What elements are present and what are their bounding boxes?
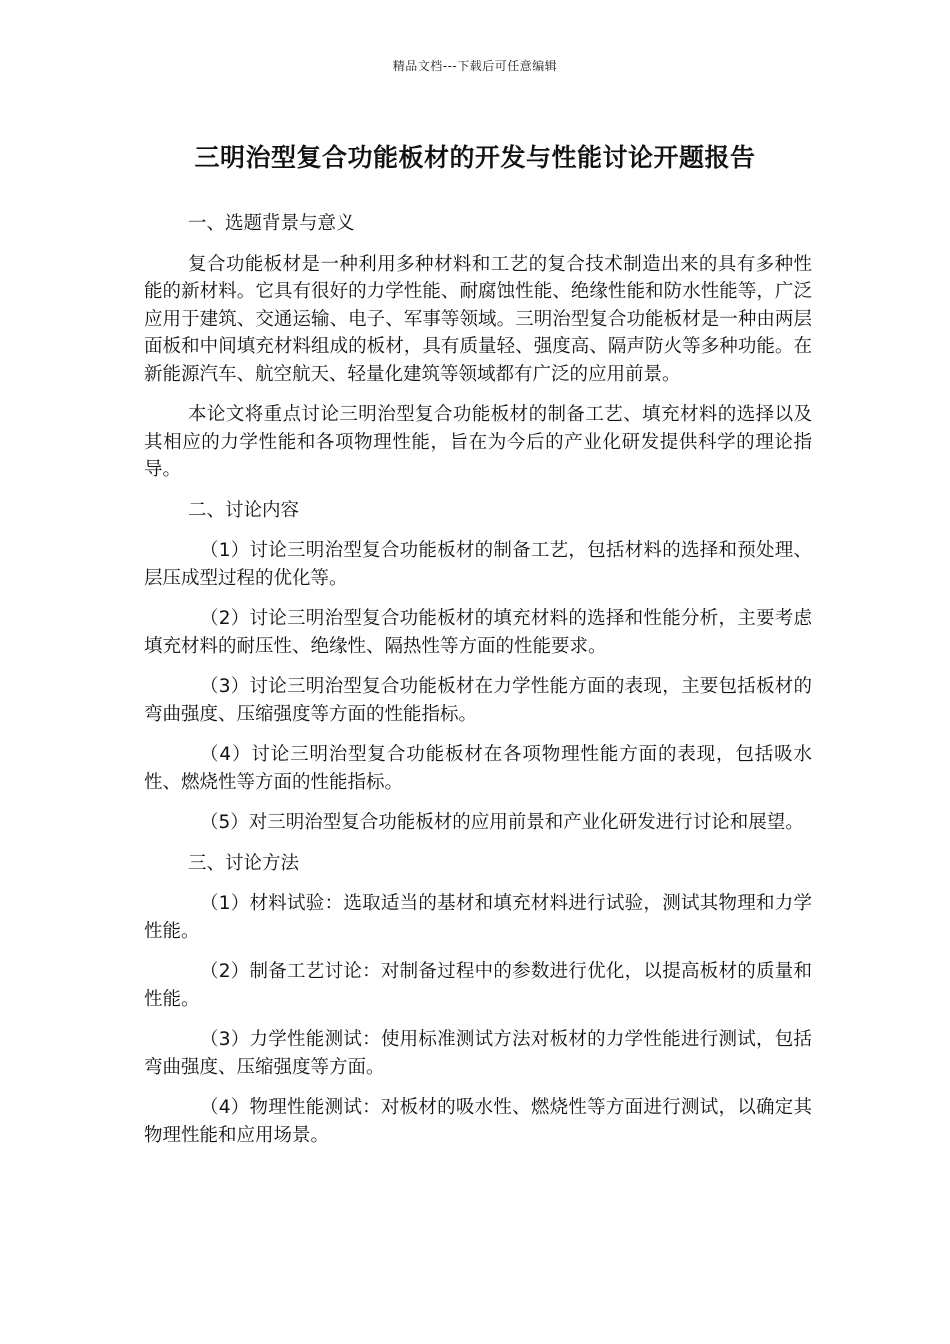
content-list-item: （3）讨论三明治型复合功能板材在力学性能方面的表现，主要包括板材的弯曲强度、压缩强度等方面的性能指标。 [144,676,812,725]
content-list-item: （2）讨论三明治型复合功能板材的填充材料的选择和性能分析，主要考虑填充材料的耐压性、绝缘性、隔热性等方面的性能要求。 [144,608,812,657]
content-list-item: （4）讨论三明治型复合功能板材在各项物理性能方面的表现，包括吸水性、燃烧性等方面的性能指标。 [144,744,812,793]
section-heading-methods: 三、讨论方法 [188,852,300,874]
content-list-item: （5）对三明治型复合功能板材的应用前景和产业化研发进行讨论和展望。 [200,812,804,833]
method-list-item: （4）物理性能测试：对板材的吸水性、燃烧性等方面进行测试，以确定其物理性能和应用场景。 [144,1097,812,1146]
background-paragraph: 本论文将重点讨论三明治型复合功能板材的制备工艺、填充材料的选择以及其相应的力学性能和各项物理性能，旨在为今后的产业化研发提供科学的理论指导。 [144,404,812,480]
section-heading-content: 二、讨论内容 [188,499,300,521]
method-list-item: （2）制备工艺讨论：对制备过程中的参数进行优化，以提高板材的质量和性能。 [144,961,812,1010]
document-title: 三明治型复合功能板材的开发与性能讨论开题报告 [194,143,756,172]
content-list-item: （1）讨论三明治型复合功能板材的制备工艺，包括材料的选择和预处理、层压成型过程的优化等。 [144,540,812,589]
background-paragraph: 复合功能板材是一种利用多种材料和工艺的复合技术制造出来的具有多种性能的新材料。它具有很好的力学性能、耐腐蚀性能、绝缘性能和防水性能等，广泛应用于建筑、交通运输、电子、军事等领域。三明治型复合功能板材是一种由两层面板和中间填充材料组成的板材，具有质量轻、强度高、隔声防火等多种功能。在新能源汽车、航空航天、轻量化建筑等领域都有广泛的应用前景。 [144,253,812,385]
header-note: 精品文档---下载后可任意编辑 [392,59,558,73]
method-list-item: （3）力学性能测试：使用标准测试方法对板材的力学性能进行测试，包括弯曲强度、压缩强度等方面。 [144,1029,812,1078]
method-list-item: （1）材料试验：选取适当的基材和填充材料进行试验，测试其物理和力学性能。 [144,893,812,942]
section-heading-background: 一、选题背景与意义 [188,213,355,234]
document-body [144,210,812,1162]
